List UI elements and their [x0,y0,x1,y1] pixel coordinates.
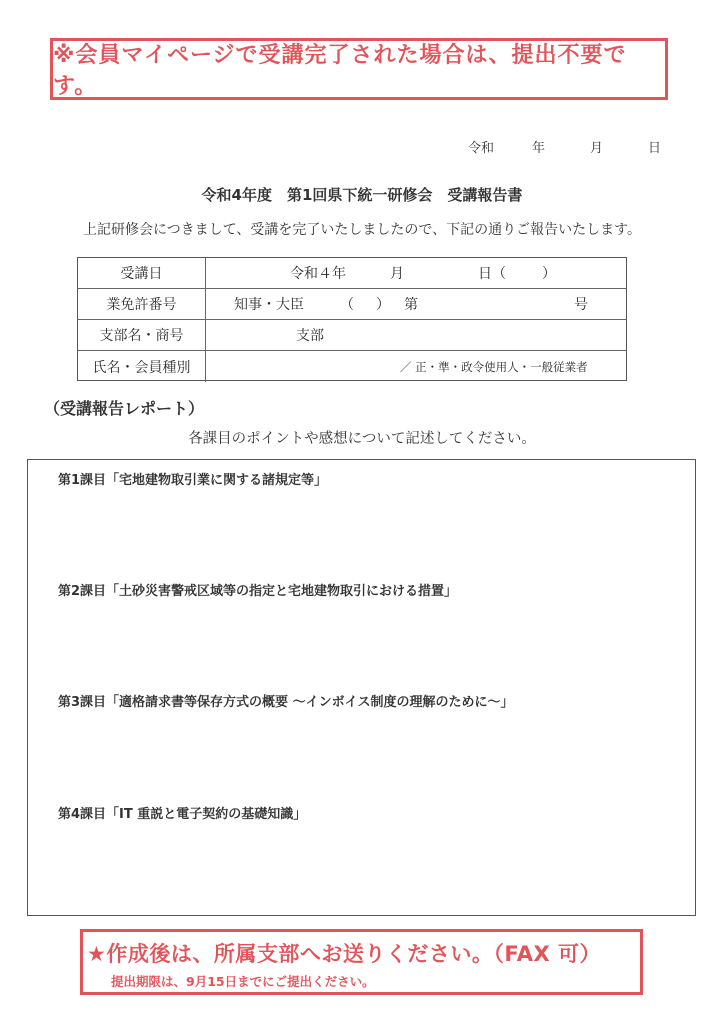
report-instruction: 各課目のポイントや感想について記述してください。 [188,431,536,447]
row-label: 業免許番号 [78,289,206,319]
date-era-field[interactable]: 令和４年 [290,266,346,282]
bottom-notice-sub: 提出期限は、9月15日までにご提出ください。 [111,974,375,989]
row-label: 支部名・商号 [78,320,206,350]
row-label: 氏名・会員種別 [78,351,206,382]
member-type-options[interactable]: ／ 正・準・政令使用人・一般従業者 [400,359,588,374]
table-row-name-member-type [78,351,626,382]
date-era: 令和 [468,141,495,156]
license-paren-open: （ [340,297,354,313]
bottom-notice-banner [80,929,643,995]
document-title: 令和4年度 第1回県下統一研修会 受講報告書 [201,186,523,204]
day-field[interactable]: 日（ [478,266,506,282]
license-no-prefix: 第 [404,297,418,313]
report-heading: （受講報告レポート） [44,399,205,418]
course-3-title: 第3課目「適格請求書等保存方式の概要 ～インボイス制度の理解のために～」 [58,695,514,710]
report-box[interactable] [27,459,696,916]
table-row-license-number [78,289,626,320]
license-no-suffix: 号 [574,297,588,313]
top-notice-banner [50,38,668,100]
table-row-attendance-date [78,258,626,289]
date-month: 月 [590,141,604,156]
table-row-branch [78,320,626,351]
info-table [77,257,627,381]
course-4-title: 第4課目「IT 重説と電子契約の基礎知識」 [58,807,307,822]
date-line [468,137,664,157]
license-paren-close: ） [376,297,390,313]
course-2-title: 第2課目「土砂災害警戒区域等の指定と宅地建物取引における措置」 [58,584,458,599]
date-year: 年 [532,141,546,156]
bottom-notice-main: ★作成後は、所属支部へお送りください。（FAX 可） [87,942,602,966]
date-day: 日 [648,141,662,156]
top-notice-text: ※会員マイページで受講完了された場合は、提出不要です。 [53,43,627,99]
license-authority[interactable]: 知事・大臣 [234,297,304,313]
intro-text: 上記研修会につきまして、受講を完了いたしましたので、下記の通りご報告いたします。 [82,222,642,238]
course-1-title: 第1課目「宅地建物取引業に関する諸規定等」 [58,473,328,488]
row-label: 受講日 [78,258,206,288]
branch-field[interactable]: 支部 [296,328,324,344]
month-field[interactable]: 月 [390,266,404,282]
weekday-field[interactable]: ） [542,266,556,282]
